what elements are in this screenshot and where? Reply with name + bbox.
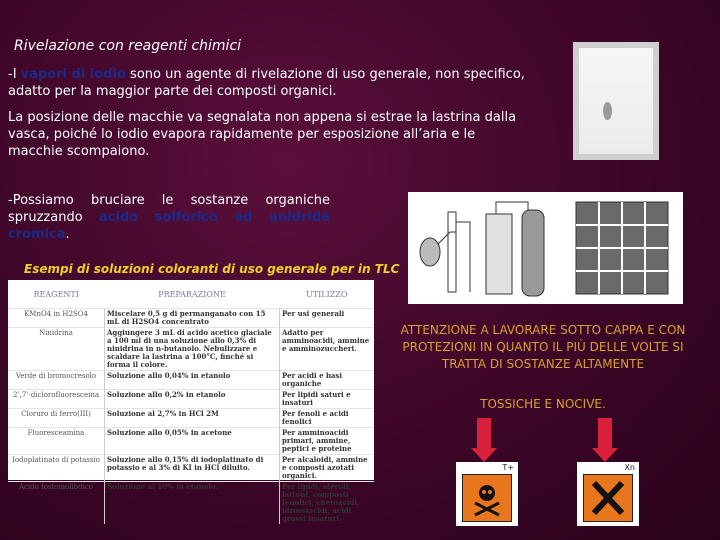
cell-preparation: Soluzione al 10% in etanolo. <box>105 482 280 525</box>
bottle-cap-tube <box>496 202 528 214</box>
cell-reagent: Verde di bromocresolo <box>8 371 105 390</box>
para3-prefix: -Possiamo bruciare le sostanze organiche spruzzando <box>8 193 330 225</box>
cell-usage: Adatto per amminoacidi, ammine e amminozuccheri. <box>280 328 375 371</box>
cell-usage: Per lipidi, steroli, lattoni, composti fenolici, chetoacidi, idrossiacidi, acidi grassi insaturi. <box>280 482 375 525</box>
hazard-toxic-symbol <box>456 462 518 526</box>
cell-usage: Per usi generali <box>280 309 375 328</box>
cell-preparation: Miscelare 0,5 g di permanganato con 15 mL di H2SO4 concentrato <box>105 309 280 328</box>
table-row <box>8 309 374 328</box>
examples-title: Esempi di soluzioni coloranti di uso generale per in TLC <box>24 262 400 276</box>
table-row <box>8 390 374 409</box>
para1-rest: sono un agente di rivelazione di uso generale, non specifico, adatto per la maggior parte dei composti organici. <box>8 67 525 99</box>
skull-crossbones-icon <box>463 475 511 521</box>
slide-title: Rivelazione con reagenti chimici <box>14 38 242 54</box>
table-row <box>8 409 374 428</box>
table-row <box>8 428 374 455</box>
aerosol-can <box>522 210 544 296</box>
cell-reagent: Iodoplatinato di potassio <box>8 455 105 482</box>
sulfuric-acid-highlight: acido solforico ed anidride cromica <box>8 210 330 242</box>
arrow-down-icon <box>592 448 618 462</box>
cell-reagent: Acido fosfomolibdico <box>8 482 105 525</box>
sprayer-apparatus-illustration <box>408 192 683 304</box>
warning-text: ATTENZIONE A LAVORARE SOTTO CAPPA E CON PROTEZIONI IN QUANTO IL PIÙ DELLE VOLTE SI TRATTA DI SOSTANZE ALTAMENTE <box>400 323 686 371</box>
rubber-bulb <box>420 238 440 266</box>
cell-usage: Per lipidi saturi e insaturi <box>280 390 375 409</box>
cell-preparation: Soluzione allo 0,15% di iodoplatinato di potassio e al 3% di KI in HCl diluito. <box>105 455 280 482</box>
bulb-tube <box>438 232 456 244</box>
cell-reagent: Fluoresceamina <box>8 428 105 455</box>
header-utilizzo: UTILIZZO <box>306 289 348 299</box>
cell-usage: Per fenoli e acidi fenolici <box>280 409 375 428</box>
spray-bottle <box>486 214 512 294</box>
cell-usage: Per acidi e basi organiche <box>280 371 375 390</box>
cell-preparation: Soluzione allo 0,04% in etanolo <box>105 371 280 390</box>
tlc-spot <box>603 102 612 120</box>
sprayer-nozzle <box>456 222 470 292</box>
arrow-right-shaft <box>598 418 612 448</box>
table-row <box>8 328 374 371</box>
header-preparazione: PREPARAZIONE <box>158 289 226 299</box>
iodine-vapors-highlight: vapori di iodio <box>20 67 126 82</box>
reagents-table <box>8 280 374 523</box>
cell-preparation: Soluzione al 2,7% in HCl 2M <box>105 409 280 428</box>
paragraph-position: La posizione delle macchie va segnalata non appena si estrae la lastrina dalla vasca, poiché lo iodio evapora rapidamente per esposizione all’aria e le macchie scompaiono. <box>8 110 517 159</box>
hazard-label: Xn <box>624 463 635 472</box>
table-row <box>8 482 374 525</box>
para3-suffix: . <box>65 227 70 242</box>
cell-reagent: KMnO4 in H2SO4 <box>8 309 105 328</box>
cell-reagent: Cloruro di ferro(III) <box>8 409 105 428</box>
cell-reagent: 2’,7’-diclorofluoresceina <box>8 390 105 409</box>
table-row <box>8 371 374 390</box>
sprayer-tube <box>448 212 456 292</box>
hazard-label: T+ <box>502 463 514 472</box>
cell-usage: Per alcaloidi, ammine e composti azotati organici. <box>280 455 375 482</box>
tlc-plate <box>579 48 653 154</box>
cell-preparation: Soluzione allo 0,2% in etanolo <box>105 390 280 409</box>
arrow-down-icon <box>471 448 497 462</box>
cell-reagent: Ninidrina <box>8 328 105 371</box>
cell-preparation: Aggiungere 3 mL di acido acetico glaciale a 100 ml di una soluzione allo 0,3% di ninidrina in n-butanolo. Nebulizzare e scaldare la lastrina a 100°C, finché si forma il colore. <box>105 328 280 371</box>
table-row <box>8 455 374 482</box>
tlc-plate-photo <box>573 42 659 160</box>
cross-x-icon <box>584 475 632 521</box>
hazard-harmful-symbol <box>577 462 639 526</box>
para1-prefix: -I <box>8 67 21 82</box>
apparatus-drawing <box>408 192 683 304</box>
cell-usage: Per amminoacidi primari, ammine, peptici e proteine <box>280 428 375 455</box>
paragraph-burn <box>8 192 330 243</box>
paragraph-iodine <box>8 66 528 100</box>
toxic-text: TOSSICHE E NOCIVE. <box>480 397 606 411</box>
cell-preparation: Soluzione allo 0,05% in acetone <box>105 428 280 455</box>
header-reagenti: REAGENTI <box>33 289 79 299</box>
arrow-left-shaft <box>477 418 491 448</box>
